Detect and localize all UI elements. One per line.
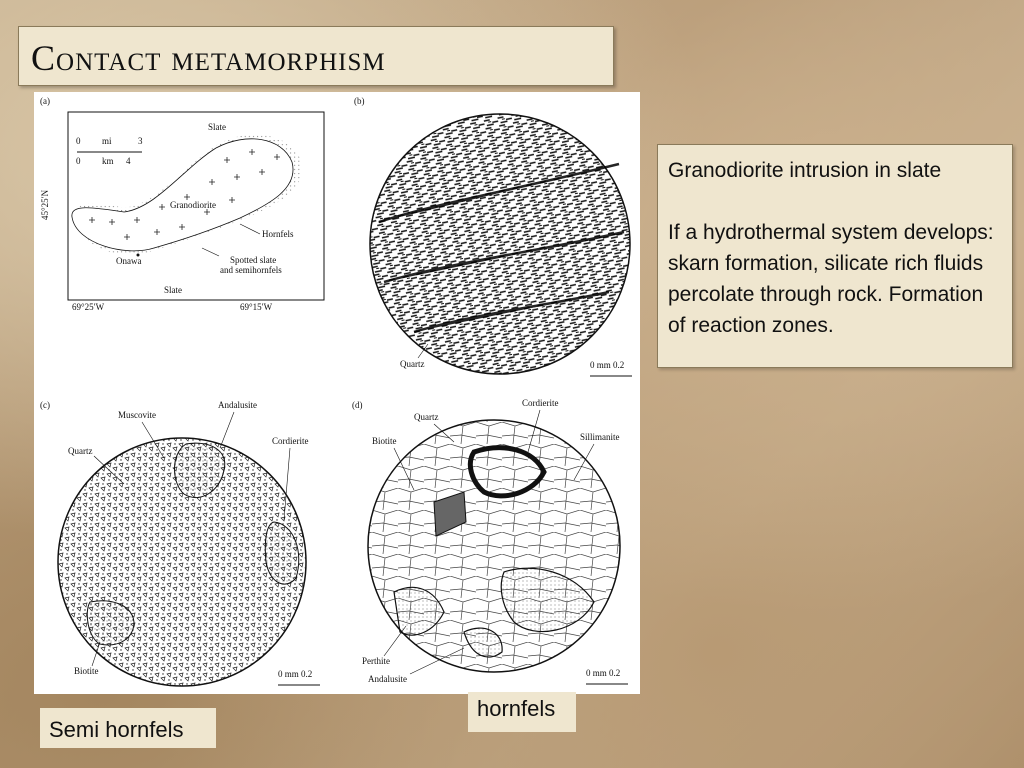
panel-b-letter: (b) [354, 96, 365, 106]
figure-panel [34, 92, 640, 694]
slate-bottom: Slate [164, 285, 182, 295]
scale-km: km [102, 156, 114, 166]
hornfels-label: hornfels [468, 692, 576, 732]
panel-c-letter: (c) [40, 400, 50, 410]
quartz-c-label: Quartz [68, 446, 93, 456]
slide-title: Contact metamorphism [31, 38, 386, 78]
quartz-b-label: Quartz [400, 359, 425, 369]
scale-c: 0 mm 0.2 [278, 669, 313, 679]
andalusite-d-label: Andalusite [368, 674, 407, 684]
biotite-c-label: Biotite [74, 666, 99, 676]
slate-top: Slate [208, 122, 226, 132]
quartz-d-label: Quartz [414, 412, 439, 422]
scale-0a: 0 [76, 136, 81, 146]
scale-mi: mi [102, 136, 112, 146]
onawa-label: Onawa [116, 256, 142, 266]
cordierite-d-label: Cordierite [522, 398, 559, 408]
muscovite-label: Muscovite [118, 410, 156, 420]
hornfels-map-label: Hornfels [262, 229, 294, 239]
semihornfels-label: and semihornfels [220, 265, 282, 275]
figure-svg [34, 92, 640, 694]
description-line2: If a hydrothermal system develops: skarn formation, silicate rich fluids percolate through rock. Formation of reaction zones. [668, 221, 994, 337]
biotite-d-label: Biotite [372, 436, 397, 446]
lat-label: 45°25′N [40, 189, 50, 220]
scale-b: 0 mm 0.2 [590, 360, 625, 370]
perthite-label: Perthite [362, 656, 390, 666]
sillimanite-label: Sillimanite [580, 432, 620, 442]
spotted-slate-label: Spotted slate [230, 255, 277, 265]
semi-hornfels-label: Semi hornfels [40, 708, 216, 748]
panel-b-thin-section [354, 96, 632, 376]
andalusite-c-label: Andalusite [218, 400, 257, 410]
description-line1: Granodiorite intrusion in slate [668, 159, 942, 182]
panel-d-thin-section [352, 398, 628, 684]
panel-a-map [40, 96, 324, 312]
granodiorite-label: Granodiorite [170, 200, 216, 210]
description-box [657, 144, 1013, 368]
scale-3: 3 [138, 136, 143, 146]
panel-a-letter: (a) [40, 96, 50, 106]
cordierite-c-label: Cordierite [272, 436, 309, 446]
scale-0b: 0 [76, 156, 81, 166]
scale-d: 0 mm 0.2 [586, 668, 621, 678]
panel-c-thin-section [40, 400, 320, 686]
description-spacer [668, 186, 1002, 217]
panel-d-letter: (d) [352, 400, 363, 410]
lon-right: 69°15′W [240, 302, 273, 312]
slide-title-box [18, 26, 614, 86]
scale-4: 4 [126, 156, 131, 166]
lon-left: 69°25′W [72, 302, 105, 312]
